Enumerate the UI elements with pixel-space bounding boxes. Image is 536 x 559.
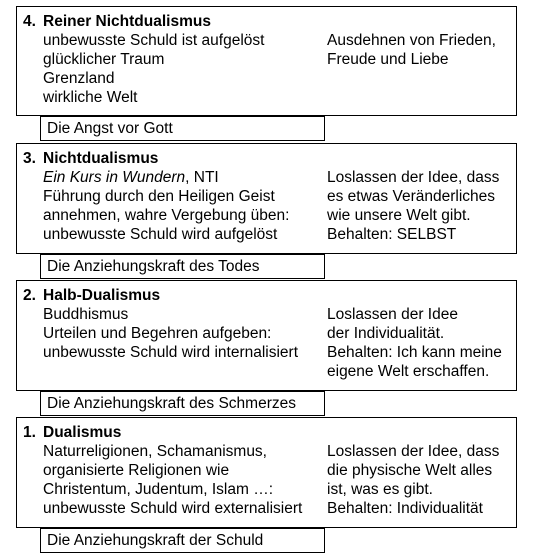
right-line: Loslassen der Idee, dass [327,169,500,186]
left-line: glücklicher Traum [43,51,165,68]
connector-label: Die Anziehungskraft des Todes [47,258,260,275]
right-line: wie unsere Welt gibt. [327,207,471,224]
level-4-left-column [43,12,328,107]
level-title: Halb-Dualismus [43,287,161,304]
left-line: Buddhismus [43,306,129,323]
level-title: Nichtdualismus [43,150,159,167]
connector-box [40,116,325,141]
left-line: wirkliche Welt [43,89,138,106]
left-line: Christentum, Judentum, Islam …: [43,481,273,498]
left-line: unbewusste Schuld ist aufgelöst [43,32,265,49]
left-line: unbewusste Schuld wird aufgelöst [43,226,278,243]
right-line: Freude und Liebe [327,51,449,68]
connector-box [40,528,325,553]
right-line: eigene Welt erschaffen. [327,363,490,380]
level-1-left-column [43,423,328,518]
right-line: es etwas Veränderliches [327,188,496,205]
level-4-box [16,6,517,116]
left-line: Naturreligionen, Schamanismus, [43,443,267,460]
connector-box [40,391,325,416]
connector-label: Die Angst vor Gott [47,120,173,137]
right-line: Behalten: SELBST [327,226,457,243]
left-line-rest: , NTI [185,169,219,186]
level-3-box [16,143,517,254]
right-line: Loslassen der Idee [327,306,458,323]
left-line: unbewusste Schuld wird internalisiert [43,344,299,361]
book-title: Ein Kurs in Wundern [43,169,186,186]
connector-box [40,254,325,279]
level-3-left-column [43,149,328,244]
level-number: 4. [23,13,36,30]
left-line [43,168,328,187]
level-number: 3. [23,150,36,167]
right-line: die physische Welt alles [327,462,493,479]
level-1-box [16,417,517,528]
level-number: 2. [23,287,36,304]
left-line: organisierte Religionen wie [43,462,230,479]
right-line: der Individualität. [327,325,445,342]
right-line: Ausdehnen von Frieden, [327,32,496,49]
level-2-right-column [327,305,517,381]
left-line: unbewusste Schuld wird externalisiert [43,500,303,517]
right-line: ist, was es gibt. [327,481,433,498]
left-line: Urteilen und Begehren aufgeben: [43,325,272,342]
level-title: Reiner Nichtdualismus [43,13,211,30]
level-4-right-column [327,31,517,69]
level-title: Dualismus [43,424,122,441]
connector-label: Die Anziehungskraft der Schuld [47,532,264,549]
left-line: annehmen, wahre Vergebung üben: [43,207,290,224]
right-line: Loslassen der Idee, dass [327,443,500,460]
left-line: Führung durch den Heiligen Geist [43,188,275,205]
right-line: Behalten: Individualität [327,500,483,517]
level-2-box [16,280,517,391]
level-number: 1. [23,424,36,441]
left-line: Grenzland [43,70,115,87]
right-line: Behalten: Ich kann meine [327,344,502,361]
level-1-right-column [327,442,517,518]
level-3-right-column [327,168,517,244]
level-2-left-column [43,286,328,362]
connector-label: Die Anziehungskraft des Schmerzes [47,395,296,412]
